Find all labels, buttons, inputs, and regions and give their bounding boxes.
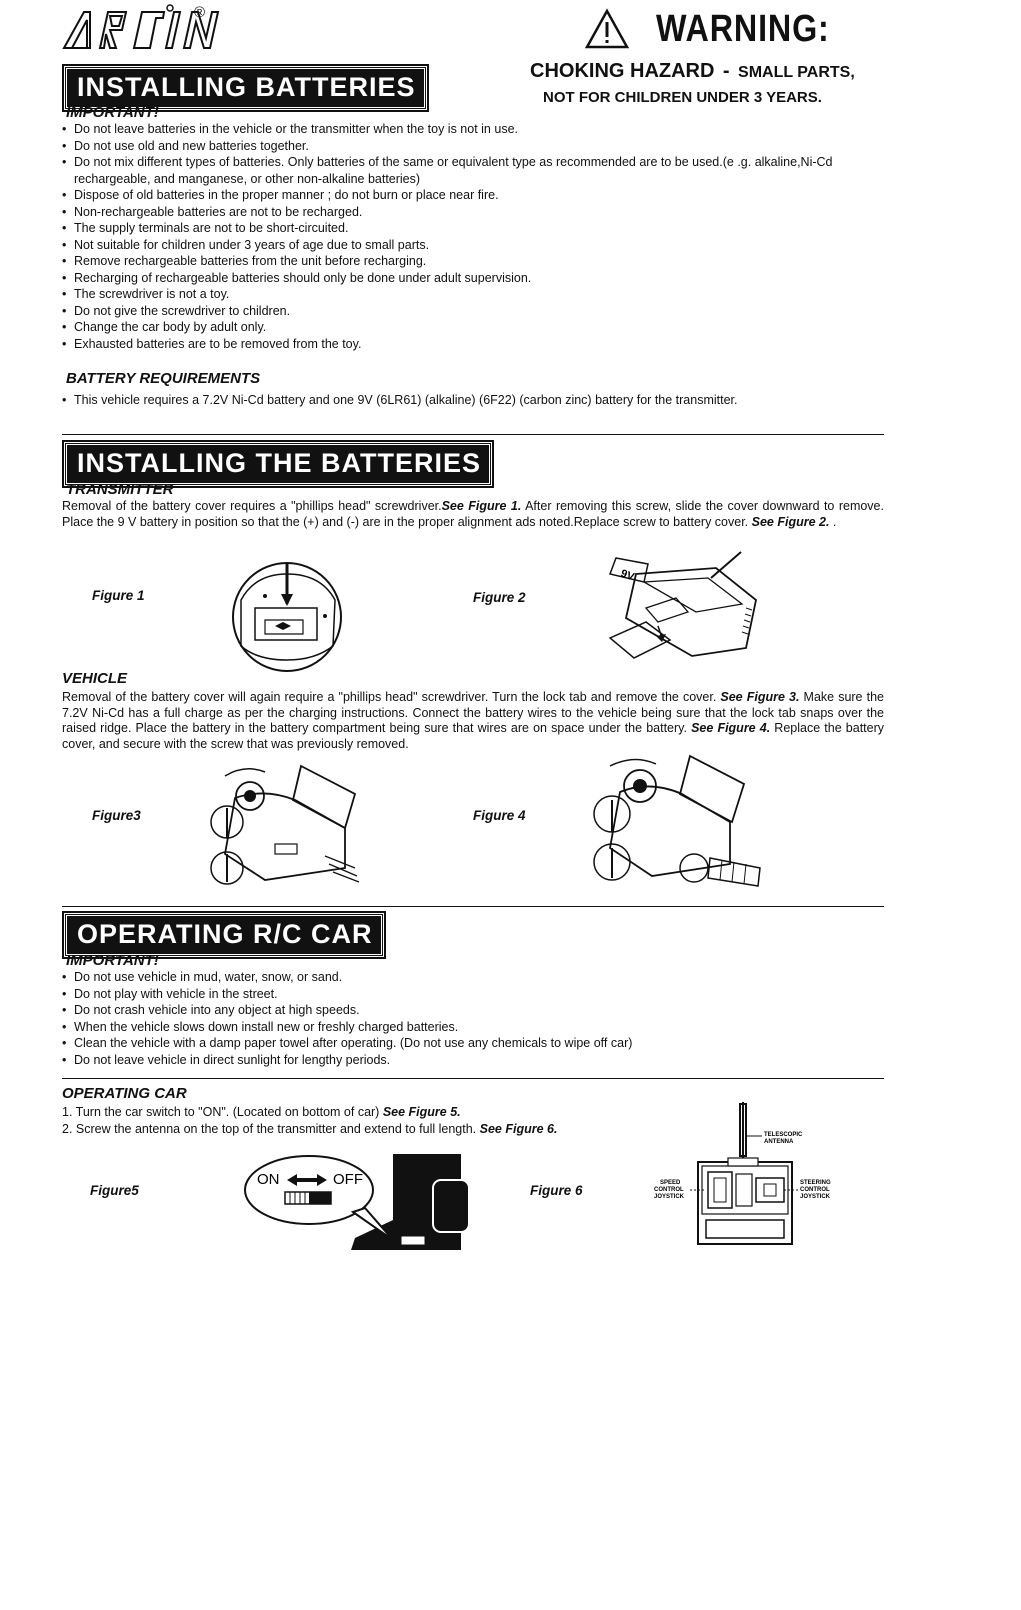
operating-rc-car-banner: OPERATING R/C CAR bbox=[64, 913, 384, 957]
list-item: • The supply terminals are not to be short-circuited. bbox=[62, 220, 862, 237]
transmitter-text: Removal of the battery cover requires a "phillips head" screwdriver. bbox=[62, 499, 442, 513]
step-2 bbox=[62, 1121, 702, 1138]
figure-6-transmitter-diagram bbox=[640, 1100, 850, 1250]
section-divider bbox=[62, 1078, 884, 1079]
warning-line2: NOT FOR CHILDREN UNDER 3 YEARS. bbox=[543, 89, 822, 106]
figure-reference: See Figure 3. bbox=[720, 690, 800, 704]
steering-label-line3: JOYSTICK bbox=[800, 1194, 831, 1200]
transmitter-instructions bbox=[62, 499, 884, 530]
list-item: • Do not use vehicle in mud, water, snow, or sand. bbox=[62, 969, 882, 986]
warning-line1 bbox=[530, 60, 855, 83]
figure-5-label: Figure5 bbox=[90, 1183, 139, 1198]
brand-logo bbox=[60, 4, 230, 54]
vehicle-text: Replace the battery cover, and secure with the screw that was previously removed. bbox=[62, 721, 885, 751]
list-item: • The screwdriver is not a toy. bbox=[62, 286, 862, 303]
figure-3-label: Figure3 bbox=[92, 808, 141, 823]
antenna-label-line1: TELESCOPIC bbox=[764, 1132, 803, 1138]
list-item: • Non-rechargeable batteries are not to be recharged. bbox=[62, 204, 862, 221]
vehicle-text: Removal of the battery cover will again require a "phillips head" screwdriver. Turn the lock tab and remove the cover. bbox=[62, 690, 721, 704]
list-item: • Do not leave vehicle in direct sunlight for lengthy periods. bbox=[62, 1052, 882, 1069]
list-item: • Do not give the screwdriver to children. bbox=[62, 303, 862, 320]
switch-on-label: ON bbox=[257, 1171, 280, 1188]
battery-safety-list bbox=[62, 121, 862, 352]
installing-the-batteries-banner: INSTALLING THE BATTERIES bbox=[64, 442, 492, 486]
antenna-label-line2: ANTENNA bbox=[764, 1139, 794, 1145]
operating-steps bbox=[62, 1104, 702, 1137]
list-item: • Do not use old and new batteries together. bbox=[62, 138, 862, 155]
speed-label-line1: SPEED bbox=[660, 1180, 681, 1186]
list-item: • Do not mix different types of batteries. Only batteries of the same or equivalent type as recommended are to be used.(e .g. alkaline,Ni-Cd rechargeable, and manganese, or other non-alkaline batteries) bbox=[62, 154, 862, 187]
transmitter-label: TRANSMITTER bbox=[66, 481, 174, 498]
figure-2-transmitter-illustration bbox=[596, 548, 766, 674]
figure-1-label: Figure 1 bbox=[92, 588, 145, 603]
step-1 bbox=[62, 1104, 702, 1121]
list-item: • When the vehicle slows down install new or freshly charged batteries. bbox=[62, 1019, 882, 1036]
list-item: • Do not crash vehicle into any object at high speeds. bbox=[62, 1002, 882, 1019]
battery-requirements-list bbox=[62, 392, 882, 409]
speed-label-line3: JOYSTICK bbox=[654, 1194, 685, 1200]
warning-triangle-icon bbox=[584, 8, 630, 50]
list-item: • Do not leave batteries in the vehicle or the transmitter when the toy is not in use. bbox=[62, 121, 862, 138]
section-divider bbox=[62, 434, 884, 435]
vehicle-text: Make sure the 7.2V Ni-Cd has a full charge as per the charging instructions. Connect the battery wires to the vehicle being sure that the lock tab snaps over the raised ridge. Place the battery in the battery compartment being sure that wires are on space under the battery. bbox=[62, 690, 884, 735]
switch-off-label: OFF bbox=[333, 1171, 363, 1188]
step-text: 2. Screw the antenna on the top of the transmitter and extend to full length. bbox=[62, 1121, 480, 1136]
figure-4-vehicle-illustration bbox=[590, 752, 770, 892]
list-item: • Recharging of rechargeable batteries should only be done under adult supervision. bbox=[62, 270, 862, 287]
section-divider bbox=[62, 906, 884, 907]
speed-label-line2: CONTROL bbox=[654, 1187, 684, 1193]
registered-mark: ® bbox=[194, 4, 206, 21]
figure-5-switch-illustration bbox=[243, 1150, 473, 1255]
list-item: • Not suitable for children under 3 years of age due to small parts. bbox=[62, 237, 862, 254]
list-item: • Exhausted batteries are to be removed from the toy. bbox=[62, 336, 862, 353]
transmitter-text: After removing this screw, slide the cover downward to remove. Place the 9 V battery in position so that the (+) and (-) are in the proper alignment ads noted.Replace screw to battery cover. bbox=[62, 499, 884, 529]
figure-3-vehicle-illustration bbox=[205, 758, 370, 888]
list-item: • This vehicle requires a 7.2V Ni-Cd battery and one 9V (6LR61) (alkaline) (6F22) (carbon zinc) battery for the transmitter. bbox=[62, 392, 882, 409]
steering-label-line2: CONTROL bbox=[800, 1187, 830, 1193]
figure-2-battery-label: 9V bbox=[618, 567, 636, 584]
list-item: • Dispose of old batteries in the proper manner ; do not burn or place near fire. bbox=[62, 187, 862, 204]
steering-label-line1: STEERING bbox=[800, 1180, 831, 1186]
figure-1-transmitter-illustration bbox=[225, 560, 350, 675]
warning-separator: - bbox=[722, 60, 730, 82]
installing-batteries-banner: INSTALLING BATTERIES bbox=[64, 66, 427, 110]
figure-reference: See Figure 4. bbox=[691, 721, 771, 735]
transmitter-text: . bbox=[829, 514, 837, 529]
figure-6-label: Figure 6 bbox=[530, 1183, 583, 1198]
list-item: • Change the car body by adult only. bbox=[62, 319, 862, 336]
figure-reference: See Figure 5. bbox=[382, 1105, 461, 1119]
figure-2-label: Figure 2 bbox=[473, 590, 526, 605]
operating-safety-list bbox=[62, 969, 882, 1068]
warning-title: WARNING: bbox=[656, 8, 830, 50]
choking-hazard-text: CHOKING HAZARD bbox=[530, 60, 715, 82]
small-parts-text: SMALL PARTS, bbox=[738, 64, 855, 81]
vehicle-label: VEHICLE bbox=[62, 670, 128, 687]
list-item: • Clean the vehicle with a damp paper towel after operating. (Do not use any chemicals to wipe off car) bbox=[62, 1035, 882, 1052]
figure-reference: See Figure 6. bbox=[479, 1121, 558, 1136]
figure-reference: See Figure 2. bbox=[751, 514, 830, 529]
list-item: • Remove rechargeable batteries from the unit before recharging. bbox=[62, 253, 862, 270]
figure-4-label: Figure 4 bbox=[473, 808, 526, 823]
figure-reference: See Figure 1. bbox=[441, 499, 522, 513]
vehicle-instructions bbox=[62, 690, 884, 752]
list-item: • Do not play with vehicle in the street. bbox=[62, 986, 882, 1003]
important-label-2: IMPORTANT! bbox=[66, 952, 159, 969]
important-label-1: IMPORTANT! bbox=[66, 104, 159, 121]
step-text: 1. Turn the car switch to "ON". (Located on bottom of car) bbox=[62, 1105, 383, 1119]
operating-car-label: OPERATING CAR bbox=[62, 1085, 187, 1102]
battery-requirements-label: BATTERY REQUIREMENTS bbox=[66, 370, 261, 387]
